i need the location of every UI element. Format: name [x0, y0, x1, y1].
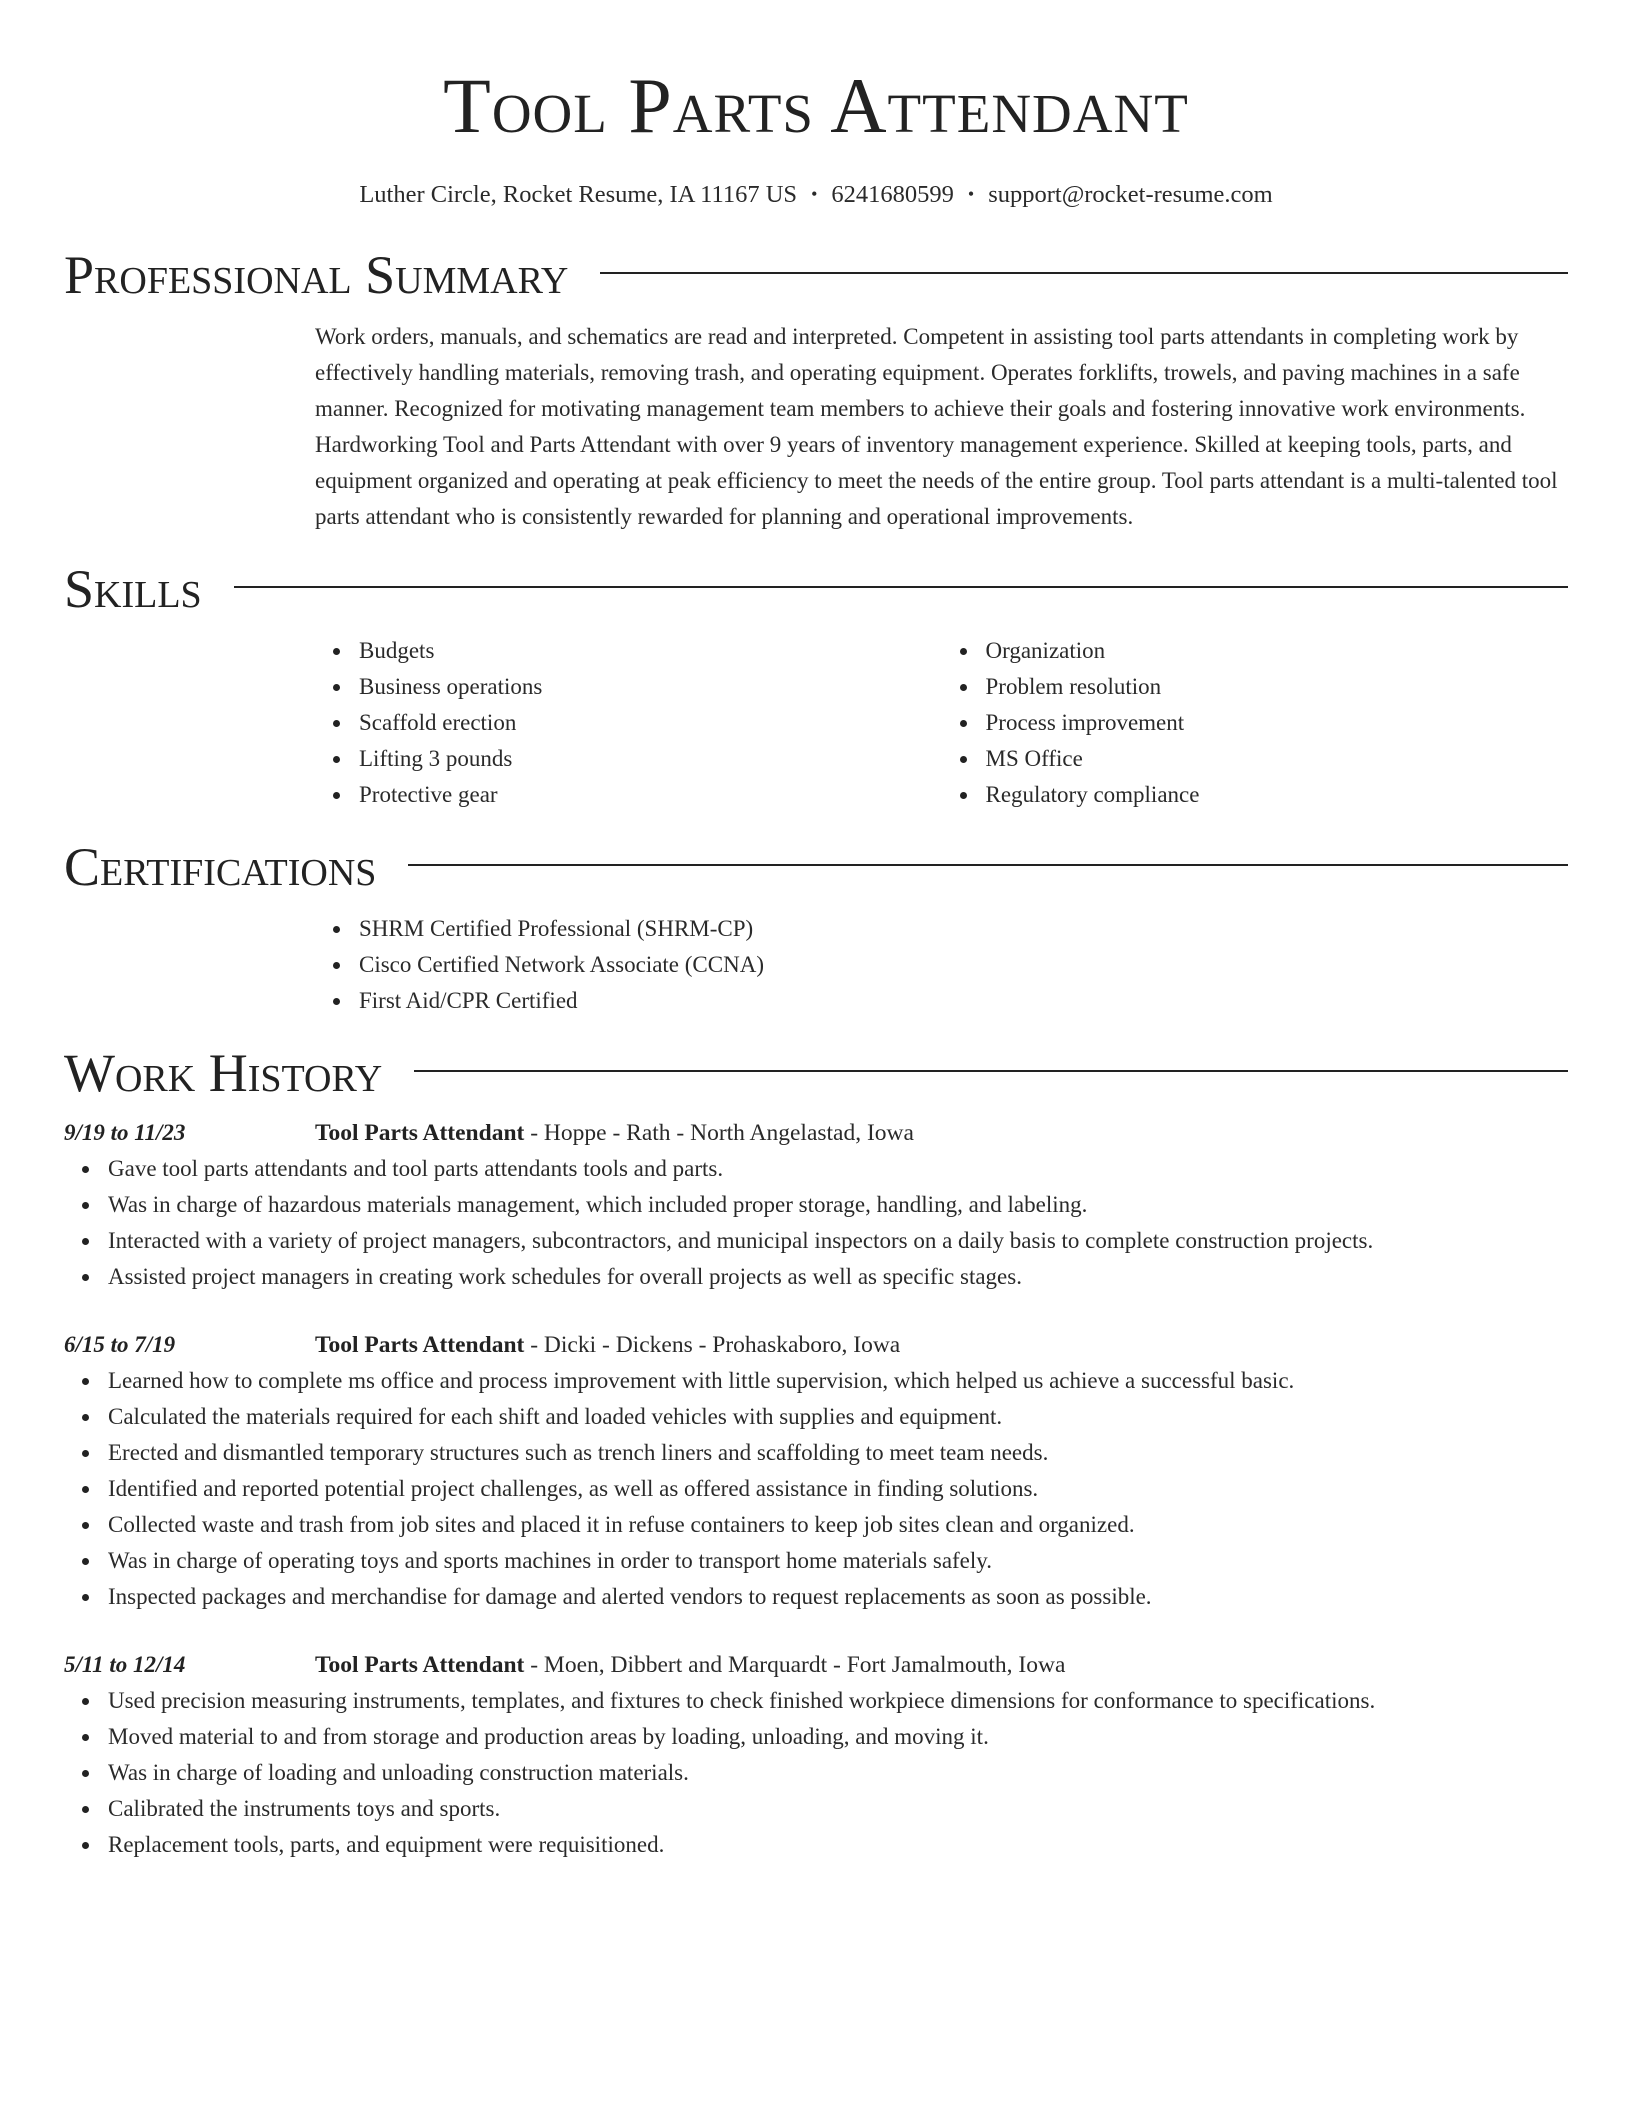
job-header	[64, 1115, 1568, 1151]
certifications-section-title: Certifications	[64, 837, 377, 897]
skills-section-header	[64, 559, 1568, 619]
job-dates: 5/11 to 12/14	[64, 1652, 186, 1677]
contact-email: support@rocket-resume.com	[988, 181, 1273, 208]
skill-item: Protective gear	[359, 777, 942, 813]
resume-page	[64, 0, 1568, 1863]
section-divider	[414, 1070, 1568, 1072]
job-bullet: Was in charge of loading and unloading construction materials.	[108, 1755, 1568, 1791]
job-dates: 6/15 to 7/19	[64, 1332, 176, 1357]
skill-item: Scaffold erection	[359, 705, 942, 741]
section-divider	[234, 586, 1568, 588]
job-header	[64, 1647, 1568, 1683]
job-bullet: Inspected packages and merchandise for damage and alerted vendors to request replacements as soon as possible.	[108, 1579, 1568, 1615]
job-bullet: Learned how to complete ms office and process improvement with little supervision, which helped us achieve a successful basic.	[108, 1363, 1568, 1399]
certifications-list	[315, 911, 1568, 1019]
job-bullet: Erected and dismantled temporary structures such as trench liners and scaffolding to meet team needs.	[108, 1435, 1568, 1471]
job-entry	[64, 1115, 1568, 1295]
job-bullet: Used precision measuring instruments, templates, and fixtures to check finished workpiece dimensions for conformance to specifications.	[108, 1683, 1568, 1719]
skill-item: Process improvement	[986, 705, 1569, 741]
contact-separator: •	[967, 184, 975, 204]
job-bullet: Gave tool parts attendants and tool parts attendants tools and parts.	[108, 1151, 1568, 1187]
job-heading	[315, 1647, 1065, 1683]
job-employer-location: - Moen, Dibbert and Marquardt - Fort Jamalmouth, Iowa	[524, 1652, 1066, 1678]
job-bullet: Was in charge of operating toys and sports machines in order to transport home materials safely.	[108, 1543, 1568, 1579]
job-bullet: Identified and reported potential project challenges, as well as offered assistance in finding solutions.	[108, 1471, 1568, 1507]
certification-item: SHRM Certified Professional (SHRM-CP)	[359, 911, 1568, 947]
certification-item: Cisco Certified Network Associate (CCNA)	[359, 947, 1568, 983]
section-divider	[600, 272, 1568, 274]
job-title: Tool Parts Attendant	[315, 1332, 525, 1358]
skill-item: Organization	[986, 633, 1569, 669]
job-bullet: Was in charge of hazardous materials management, which included proper storage, handling, and labeling.	[108, 1187, 1568, 1223]
job-entry	[64, 1327, 1568, 1615]
job-heading	[315, 1115, 914, 1151]
job-bullet-list	[64, 1363, 1568, 1615]
resume-name-heading: Tool Parts Attendant	[443, 62, 1189, 149]
summary-section-header	[64, 245, 1568, 305]
job-bullet: Replacement tools, parts, and equipment were requisitioned.	[108, 1827, 1568, 1863]
job-bullet-list	[64, 1683, 1568, 1863]
summary-body	[315, 319, 1568, 535]
skills-list-right	[942, 633, 1569, 813]
skills-section-title: Skills	[64, 559, 202, 619]
job-bullet-list	[64, 1151, 1568, 1295]
job-header	[64, 1327, 1568, 1363]
job-dates: 9/19 to 11/23	[64, 1120, 186, 1145]
job-bullet: Interacted with a variety of project managers, subcontractors, and municipal inspectors on a daily basis to complete construction projects.	[108, 1223, 1568, 1259]
section-divider	[408, 864, 1568, 866]
skills-grid	[315, 633, 1568, 813]
contact-phone: 6241680599	[831, 181, 954, 208]
job-bullet: Collected waste and trash from job sites and placed it in refuse containers to keep job sites clean and organized.	[108, 1507, 1568, 1543]
certifications-section-header	[64, 837, 1568, 897]
skill-item: Lifting 3 pounds	[359, 741, 942, 777]
contact-separator: •	[811, 184, 818, 204]
job-heading	[315, 1327, 900, 1363]
job-bullet: Calculated the materials required for each shift and loaded vehicles with supplies and equipment.	[108, 1399, 1568, 1435]
summary-text: Work orders, manuals, and schematics are read and interpreted. Competent in assisting tool parts attendants in completing work by effectively handling materials, removing trash, and operating equipment. Operates forklifts, trowels, and paving machines in a safe manner. Recognized for motivating management team members to achieve their goals and fostering innovative work environments. Hardworking Tool and Parts Attendant with over 9 years of inventory management experience. Skilled at keeping tools, parts, and equipment organized and operating at peak efficiency to meet the needs of the entire group. Tool parts attendant is a multi-talented tool parts attendant who is consistently rewarded for planning and operational improvements.	[315, 324, 1558, 529]
skill-item: MS Office	[986, 741, 1569, 777]
job-bullet: Moved material to and from storage and production areas by loading, unloading, and moving it.	[108, 1719, 1568, 1755]
skill-item: Regulatory compliance	[986, 777, 1569, 813]
certifications-body	[315, 911, 1568, 1019]
skills-list-left	[315, 633, 942, 813]
contact-address: Luther Circle, Rocket Resume, IA 11167 US	[359, 181, 798, 208]
contact-line	[64, 180, 1568, 211]
summary-section-title: Professional Summary	[64, 245, 569, 305]
job-title: Tool Parts Attendant	[315, 1120, 525, 1146]
work-history-section-title: Work History	[64, 1043, 383, 1103]
job-employer-location: - Dicki - Dickens - Prohaskaboro, Iowa	[524, 1332, 901, 1358]
job-bullet: Assisted project managers in creating work schedules for overall projects as well as specific stages.	[108, 1259, 1568, 1295]
certification-item: First Aid/CPR Certified	[359, 983, 1568, 1019]
work-history-section-header	[64, 1043, 1568, 1103]
skill-item: Business operations	[359, 669, 942, 705]
job-bullet: Calibrated the instruments toys and sports.	[108, 1791, 1568, 1827]
job-employer-location: - Hoppe - Rath - North Angelastad, Iowa	[524, 1120, 914, 1146]
job-title: Tool Parts Attendant	[315, 1652, 525, 1678]
skill-item: Problem resolution	[986, 669, 1569, 705]
job-entry	[64, 1647, 1568, 1863]
skill-item: Budgets	[359, 633, 942, 669]
